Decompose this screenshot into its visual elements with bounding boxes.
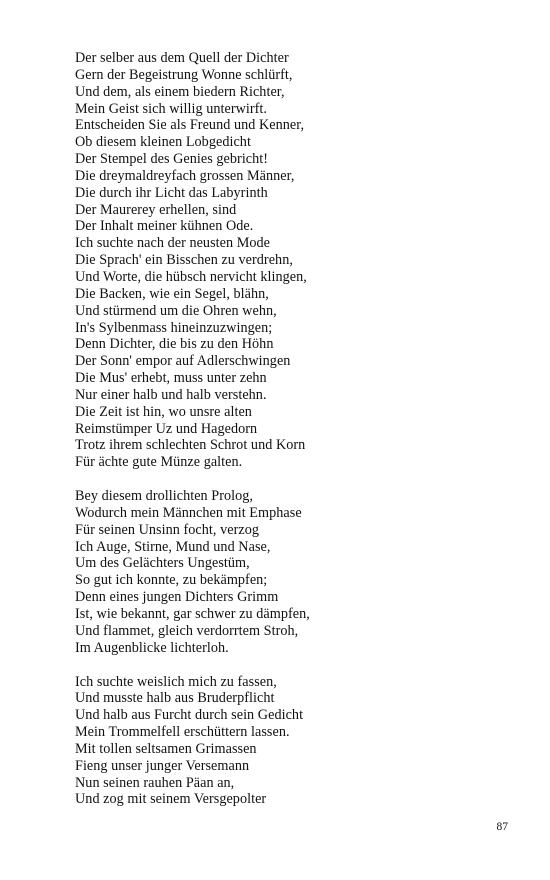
poem-line: Der Inhalt meiner kühnen Ode. — [75, 218, 254, 235]
poem-text — [75, 50, 495, 808]
poem-line: Die Sprach' ein Bisschen zu verdrehn, — [75, 252, 293, 269]
poem-line: Und musste halb aus Bruderpflicht — [75, 690, 275, 707]
stanza — [75, 674, 495, 809]
poem-line: Ob diesem kleinen Lobgedicht — [75, 134, 251, 151]
poem-line: Und halb aus Furcht durch sein Gedicht — [75, 707, 304, 724]
poem-line: Fieng unser junger Versemann — [75, 757, 250, 774]
poem-line: Für ächte gute Münze galten. — [75, 454, 243, 471]
poem-line: Und zog mit seinem Versgepolter — [75, 791, 267, 808]
poem-line: Gern der Begeistrung Wonne schlürft, — [75, 66, 293, 83]
poem-line: Und flammet, gleich verdorrtem Stroh, — [75, 622, 299, 639]
poem-line: Die Backen, wie ein Segel, blähn, — [75, 285, 269, 302]
poem-line: Die durch ihr Licht das Labyrinth — [75, 184, 268, 201]
stanza — [75, 50, 495, 471]
poem-line: Um des Gelächters Ungestüm, — [75, 555, 250, 572]
poem-line: Denn eines jungen Dichters Grimm — [75, 589, 279, 606]
poem-line: Reimstümper Uz und Hagedorn — [75, 420, 258, 437]
poem-line: Entscheiden Sie als Freund und Kenner, — [75, 117, 305, 134]
poem-line: Denn Dichter, die bis zu den Höhn — [75, 336, 274, 353]
stanza — [75, 488, 495, 656]
poem-line: Die Mus' erhebt, muss unter zehn — [75, 370, 267, 387]
poem-line: Ich suchte nach der neusten Mode — [75, 235, 271, 252]
poem-line: Und Worte, die hübsch nervicht klingen, — [75, 268, 307, 285]
poem-line: Die Zeit ist hin, wo unsre alten — [75, 403, 252, 420]
poem-line: Für seinen Unsinn focht, verzog — [75, 521, 259, 538]
poem-line: Ich Auge, Stirne, Mund und Nase, — [75, 538, 271, 555]
poem-line: Mein Trommelfell erschüttern lassen. — [75, 724, 290, 741]
poem-line: Mit tollen seltsamen Grimassen — [75, 740, 257, 757]
poem-line: Mein Geist sich willig unterwirft. — [75, 100, 268, 117]
poem-line: Im Augenblicke lichterloh. — [75, 639, 229, 656]
poem-line: Nun seinen rauhen Päan an, — [75, 774, 235, 791]
poem-line: So gut ich konnte, zu bekämpfen; — [75, 572, 268, 589]
poem-line: Der selber aus dem Quell der Dichter — [75, 50, 289, 66]
poem-line: Der Maurerey erhellen, sind — [75, 201, 237, 218]
poem-line: Nur einer halb und halb verstehn. — [75, 386, 267, 403]
poem-line: Trotz ihrem schlechten Schrot und Korn — [75, 437, 306, 454]
page-number: 87 — [496, 821, 508, 833]
poem-line: Die dreymaldreyfach grossen Männer, — [75, 167, 295, 184]
poem-line: In's Sylbenmass hineinzuzwingen; — [75, 319, 273, 336]
poem-line: Der Sonn' empor auf Adlerschwingen — [75, 353, 291, 370]
poem-line: Bey diesem drollichten Prolog, — [75, 488, 254, 505]
poem-line: Ich suchte weislich mich zu fassen, — [75, 673, 277, 690]
poem-line: Wodurch mein Männchen mit Emphase — [75, 504, 302, 521]
poem-line: Und stürmend um die Ohren wehn, — [75, 302, 277, 319]
poem-line: Und dem, als einem biedern Richter, — [75, 83, 285, 100]
poem-line: Der Stempel des Genies gebricht! — [75, 151, 269, 168]
poem-line: Ist, wie bekannt, gar schwer zu dämpfen, — [75, 606, 310, 622]
